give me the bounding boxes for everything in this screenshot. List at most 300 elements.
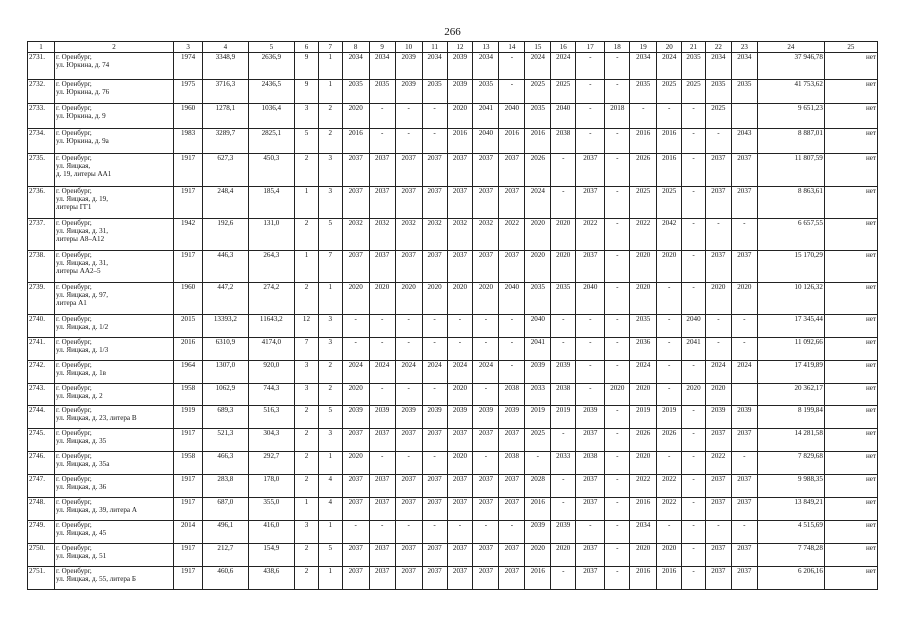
total-area-cell: 3348,9: [203, 53, 248, 80]
table-row: [28, 187, 878, 219]
entrances-cell: 3: [318, 429, 342, 452]
address-line: ул. Яицкая, д. 45: [56, 529, 107, 538]
repair-year-cell: 2025: [682, 80, 706, 104]
repair-year-cell: -: [605, 498, 630, 521]
address-line: г. Оренбург,: [56, 384, 92, 392]
year-cell: 1917: [173, 429, 202, 452]
repair-year-cell: -: [682, 521, 706, 544]
address-line: литеры АА2–5: [56, 267, 101, 276]
floors-cell: 3: [295, 384, 319, 406]
repair-year-cell: 2020: [657, 544, 682, 567]
repair-year-cell: -: [731, 219, 757, 251]
repair-year-cell: 2039: [447, 80, 473, 104]
entrances-cell: 3: [318, 315, 342, 338]
floors-cell: 3: [295, 521, 319, 544]
repair-year-cell: -: [422, 104, 447, 129]
repair-year-cell: 2016: [657, 567, 682, 590]
repair-year-cell: 2034: [630, 521, 657, 544]
repair-year-cell: -: [576, 129, 605, 154]
repair-year-cell: 2035: [630, 80, 657, 104]
repair-year-cell: 2022: [576, 219, 605, 251]
repair-year-cell: 2022: [499, 219, 525, 251]
flag-cell: нет: [824, 361, 877, 384]
living-area-cell: 304,3: [248, 429, 295, 452]
year-cell: 1917: [173, 251, 202, 283]
cost-cell: 8 199,84: [757, 406, 824, 429]
repair-year-cell: 2037: [422, 498, 447, 521]
entrances-cell: 3: [318, 154, 342, 187]
entrances-cell: 2: [318, 384, 342, 406]
repair-year-cell: 2037: [369, 187, 395, 219]
address-cell: [55, 53, 174, 80]
year-cell: 1964: [173, 361, 202, 384]
repair-year-cell: 2024: [551, 53, 576, 80]
floors-cell: 2: [295, 219, 319, 251]
table-row: [28, 452, 878, 475]
entrances-cell: 5: [318, 406, 342, 429]
repair-year-cell: 2018: [605, 104, 630, 129]
repair-year-cell: -: [422, 521, 447, 544]
repair-year-cell: 2037: [731, 187, 757, 219]
year-cell: 2014: [173, 521, 202, 544]
address-line: ул. Яицкая,: [56, 162, 91, 171]
total-area-cell: 3289,7: [203, 129, 248, 154]
repair-year-cell: -: [705, 315, 731, 338]
repair-year-cell: -: [682, 251, 706, 283]
table-row: [28, 361, 878, 384]
repair-year-cell: 2037: [705, 567, 731, 590]
living-area-cell: 450,3: [248, 154, 295, 187]
repair-year-cell: -: [682, 452, 706, 475]
repair-year-cell: 2037: [499, 475, 525, 498]
total-area-cell: 13393,2: [203, 315, 248, 338]
flag-cell: нет: [824, 406, 877, 429]
repair-year-cell: 2037: [731, 544, 757, 567]
address-cell: [55, 251, 174, 283]
column-header: 18: [605, 42, 630, 53]
flag-cell: нет: [824, 384, 877, 406]
year-cell: 1960: [173, 283, 202, 315]
repair-year-cell: 2037: [473, 187, 499, 219]
repair-year-cell: -: [657, 338, 682, 361]
year-cell: 1917: [173, 544, 202, 567]
column-header: 10: [395, 42, 422, 53]
repair-year-cell: -: [605, 452, 630, 475]
table-row: [28, 521, 878, 544]
repair-year-cell: -: [605, 544, 630, 567]
repair-year-cell: 2037: [473, 154, 499, 187]
repair-year-cell: 2020: [551, 251, 576, 283]
living-area-cell: 920,0: [248, 361, 295, 384]
repair-year-cell: 2037: [705, 498, 731, 521]
column-header: 23: [731, 42, 757, 53]
repair-year-cell: 2035: [551, 283, 576, 315]
repair-year-cell: 2037: [731, 567, 757, 590]
address-cell: [55, 219, 174, 251]
repair-year-cell: -: [605, 361, 630, 384]
repair-year-cell: -: [342, 338, 369, 361]
repair-year-cell: 2039: [499, 406, 525, 429]
repair-year-cell: 2025: [525, 80, 551, 104]
repair-year-cell: 2041: [525, 338, 551, 361]
cost-cell: 14 281,58: [757, 429, 824, 452]
table-row: [28, 406, 878, 429]
living-area-cell: 1036,4: [248, 104, 295, 129]
repair-year-cell: -: [705, 129, 731, 154]
address-line: ул. Юркина, д. 74: [56, 61, 110, 70]
repair-year-cell: -: [342, 521, 369, 544]
repair-year-cell: 2034: [705, 53, 731, 80]
cost-cell: 20 362,17: [757, 384, 824, 406]
repair-year-cell: 2019: [551, 406, 576, 429]
address-line: ул. Яицкая, д. 97,: [56, 291, 108, 300]
cost-cell: 6 657,55: [757, 219, 824, 251]
column-header: 11: [422, 42, 447, 53]
year-cell: 1917: [173, 498, 202, 521]
address-cell: [55, 475, 174, 498]
address-cell: [55, 567, 174, 590]
row-number: 2749.: [28, 521, 55, 544]
repair-year-cell: 2033: [551, 452, 576, 475]
repair-year-cell: 2020: [657, 251, 682, 283]
repair-year-cell: 2037: [473, 251, 499, 283]
repair-year-cell: -: [605, 251, 630, 283]
repair-year-cell: 2022: [657, 498, 682, 521]
floors-cell: 2: [295, 406, 319, 429]
table-row: [28, 338, 878, 361]
repair-year-cell: 2037: [395, 429, 422, 452]
repair-year-cell: -: [395, 521, 422, 544]
repair-year-cell: 2020: [630, 544, 657, 567]
table-row: [28, 429, 878, 452]
repair-year-cell: -: [605, 53, 630, 80]
repair-year-cell: -: [499, 338, 525, 361]
total-area-cell: 192,6: [203, 219, 248, 251]
year-cell: 1917: [173, 187, 202, 219]
address-line: г. Оренбург,: [56, 154, 92, 162]
repair-year-cell: 2039: [395, 80, 422, 104]
repair-year-cell: -: [576, 53, 605, 80]
repair-year-cell: 2035: [630, 315, 657, 338]
repair-year-cell: 2037: [705, 187, 731, 219]
repair-year-cell: 2026: [525, 154, 551, 187]
repair-year-cell: 2032: [369, 219, 395, 251]
repair-year-cell: 2040: [682, 315, 706, 338]
repair-year-cell: 2020: [525, 544, 551, 567]
flag-cell: нет: [824, 129, 877, 154]
repair-year-cell: -: [705, 521, 731, 544]
repair-year-cell: 2037: [369, 154, 395, 187]
entrances-cell: 7: [318, 251, 342, 283]
repair-year-cell: 2037: [731, 154, 757, 187]
year-cell: 1983: [173, 129, 202, 154]
table-row: [28, 567, 878, 590]
address-line: ул. Яицкая, д. 1/2: [56, 323, 109, 332]
flag-cell: нет: [824, 498, 877, 521]
address-line: г. Оренбург,: [56, 567, 92, 575]
total-area-cell: 496,1: [203, 521, 248, 544]
repair-year-cell: 2039: [576, 406, 605, 429]
repair-year-cell: 2037: [447, 429, 473, 452]
total-area-cell: 460,6: [203, 567, 248, 590]
floors-cell: 3: [295, 361, 319, 384]
total-area-cell: 3716,3: [203, 80, 248, 104]
flag-cell: нет: [824, 283, 877, 315]
column-header: 7: [318, 42, 342, 53]
repair-year-cell: 2039: [395, 53, 422, 80]
total-area-cell: 248,4: [203, 187, 248, 219]
repair-year-cell: 2037: [342, 429, 369, 452]
floors-cell: 2: [295, 567, 319, 590]
repair-year-cell: 2037: [422, 154, 447, 187]
repair-year-cell: -: [682, 544, 706, 567]
table-row: [28, 544, 878, 567]
column-header: 4: [203, 42, 248, 53]
address-cell: [55, 129, 174, 154]
column-header: 20: [657, 42, 682, 53]
row-number: 2733.: [28, 104, 55, 129]
table-row: [28, 384, 878, 406]
repair-year-cell: 2037: [576, 544, 605, 567]
repair-year-cell: 2016: [525, 129, 551, 154]
address-cell: [55, 338, 174, 361]
repair-year-cell: 2040: [525, 315, 551, 338]
entrances-cell: 1: [318, 521, 342, 544]
repair-year-cell: -: [551, 475, 576, 498]
address-line: г. Оренбург,: [56, 498, 92, 506]
repair-year-cell: 2019: [657, 406, 682, 429]
flag-cell: нет: [824, 567, 877, 590]
floors-cell: 3: [295, 104, 319, 129]
repair-year-cell: 2020: [630, 283, 657, 315]
repair-year-cell: 2016: [630, 567, 657, 590]
table-row: [28, 475, 878, 498]
repair-year-cell: 2016: [342, 129, 369, 154]
repair-year-cell: 2024: [657, 53, 682, 80]
address-line: ул. Яицкая, д. 31,: [56, 227, 108, 236]
address-line: г. Оренбург,: [56, 475, 92, 483]
repair-year-cell: 2020: [731, 283, 757, 315]
address-cell: [55, 406, 174, 429]
year-cell: 1917: [173, 567, 202, 590]
repair-year-cell: -: [682, 429, 706, 452]
cost-cell: 11 092,66: [757, 338, 824, 361]
floors-cell: 2: [295, 154, 319, 187]
row-number: 2742.: [28, 361, 55, 384]
flag-cell: нет: [824, 80, 877, 104]
repair-year-cell: 2020: [551, 219, 576, 251]
repair-year-cell: 2037: [473, 498, 499, 521]
repair-year-cell: -: [605, 521, 630, 544]
repair-year-cell: 2039: [525, 521, 551, 544]
repair-year-cell: -: [657, 384, 682, 406]
repair-year-cell: 2020: [705, 384, 731, 406]
column-header: 3: [173, 42, 202, 53]
repair-year-cell: -: [473, 384, 499, 406]
repair-year-cell: 2037: [395, 154, 422, 187]
address-line: ул. Яицкая, д. 36: [56, 483, 107, 492]
repair-year-cell: 2039: [551, 361, 576, 384]
repair-year-cell: 2020: [342, 452, 369, 475]
repair-year-cell: 2024: [422, 361, 447, 384]
repair-year-cell: 2020: [630, 384, 657, 406]
repair-year-cell: 2037: [369, 567, 395, 590]
living-area-cell: 416,0: [248, 521, 295, 544]
repair-year-cell: 2037: [447, 251, 473, 283]
floors-cell: 2: [295, 452, 319, 475]
total-area-cell: 6310,9: [203, 338, 248, 361]
total-area-cell: 627,3: [203, 154, 248, 187]
repair-year-cell: 2024: [705, 361, 731, 384]
repair-year-cell: -: [605, 567, 630, 590]
address-cell: [55, 154, 174, 187]
total-area-cell: 447,2: [203, 283, 248, 315]
row-number: 2743.: [28, 384, 55, 406]
repair-year-cell: 2037: [395, 251, 422, 283]
repair-year-cell: 2020: [342, 283, 369, 315]
entrances-cell: 4: [318, 498, 342, 521]
repair-year-cell: -: [731, 338, 757, 361]
address-line: ул. Яицкая, д. 31,: [56, 259, 108, 268]
repair-year-cell: -: [551, 154, 576, 187]
year-cell: 1960: [173, 104, 202, 129]
repair-year-cell: -: [551, 187, 576, 219]
year-cell: 1919: [173, 406, 202, 429]
address-line: д. 19, литеры АА1: [56, 170, 112, 179]
repair-year-cell: -: [447, 521, 473, 544]
entrances-cell: 2: [318, 104, 342, 129]
address-line: ул. Яицкая, д. 35: [56, 437, 107, 446]
row-number: 2735.: [28, 154, 55, 187]
repair-year-cell: -: [499, 361, 525, 384]
repair-year-cell: 2035: [525, 283, 551, 315]
repair-year-cell: -: [551, 498, 576, 521]
repair-year-cell: -: [605, 406, 630, 429]
cost-cell: 8 887,01: [757, 129, 824, 154]
repair-year-cell: -: [447, 338, 473, 361]
repair-year-cell: 2019: [525, 406, 551, 429]
repair-year-cell: 2037: [342, 475, 369, 498]
repair-year-cell: 2037: [395, 498, 422, 521]
column-header: 14: [499, 42, 525, 53]
table-row: [28, 154, 878, 187]
cost-cell: 10 126,32: [757, 283, 824, 315]
total-area-cell: 1062,9: [203, 384, 248, 406]
address-cell: [55, 452, 174, 475]
repair-year-cell: 2039: [473, 406, 499, 429]
repair-year-cell: -: [525, 452, 551, 475]
repair-year-cell: 2020: [342, 104, 369, 129]
repair-year-cell: -: [605, 475, 630, 498]
column-header: 16: [551, 42, 576, 53]
living-area-cell: 2436,5: [248, 80, 295, 104]
row-number: 2740.: [28, 315, 55, 338]
address-line: г. Оренбург,: [56, 283, 92, 291]
repair-year-cell: 2016: [657, 129, 682, 154]
year-cell: 1975: [173, 80, 202, 104]
repair-year-cell: 2037: [342, 187, 369, 219]
repair-year-cell: -: [576, 315, 605, 338]
repair-year-cell: -: [369, 315, 395, 338]
repair-year-cell: 2022: [630, 475, 657, 498]
column-number-row: [28, 42, 878, 53]
column-header: 13: [473, 42, 499, 53]
year-cell: 1958: [173, 452, 202, 475]
living-area-cell: 2825,1: [248, 129, 295, 154]
column-header: 21: [682, 42, 706, 53]
repair-year-cell: -: [395, 315, 422, 338]
repair-year-cell: -: [731, 452, 757, 475]
flag-cell: нет: [824, 452, 877, 475]
repair-year-cell: 2024: [395, 361, 422, 384]
repair-year-cell: -: [605, 187, 630, 219]
repair-year-cell: -: [369, 338, 395, 361]
address-cell: [55, 104, 174, 129]
repair-year-cell: 2039: [395, 406, 422, 429]
living-area-cell: 516,3: [248, 406, 295, 429]
repair-year-cell: 2024: [525, 53, 551, 80]
repair-year-cell: 2020: [682, 384, 706, 406]
repair-year-cell: 2016: [447, 129, 473, 154]
address-line: ул. Яицкая, д. 2: [56, 392, 103, 401]
flag-cell: нет: [824, 187, 877, 219]
repair-year-cell: 2037: [576, 498, 605, 521]
entrances-cell: 2: [318, 129, 342, 154]
repair-year-cell: 2040: [499, 283, 525, 315]
repair-year-cell: 2040: [473, 129, 499, 154]
flag-cell: нет: [824, 521, 877, 544]
living-area-cell: 292,7: [248, 452, 295, 475]
table-row: [28, 219, 878, 251]
row-number: 2745.: [28, 429, 55, 452]
address-line: ул. Яицкая, д. 19,: [56, 195, 108, 204]
address-cell: [55, 544, 174, 567]
repair-year-cell: 2036: [630, 338, 657, 361]
repair-year-cell: 2025: [525, 429, 551, 452]
living-area-cell: 438,6: [248, 567, 295, 590]
cost-cell: 13 849,21: [757, 498, 824, 521]
repair-year-cell: -: [551, 338, 576, 361]
repair-year-cell: 2034: [369, 53, 395, 80]
row-number: 2741.: [28, 338, 55, 361]
repair-year-cell: 2037: [422, 544, 447, 567]
table-row: [28, 129, 878, 154]
address-line: г. Оренбург,: [56, 406, 92, 414]
repair-year-cell: 2022: [657, 475, 682, 498]
repair-year-cell: -: [657, 452, 682, 475]
repair-year-cell: 2032: [395, 219, 422, 251]
repair-year-cell: 2024: [731, 361, 757, 384]
repair-year-cell: 2022: [705, 452, 731, 475]
repair-year-cell: -: [395, 384, 422, 406]
repair-year-cell: -: [576, 384, 605, 406]
address-line: ул. Юркина, д. 9а: [56, 137, 109, 146]
total-area-cell: 689,3: [203, 406, 248, 429]
repair-year-cell: 2037: [447, 475, 473, 498]
repair-year-cell: -: [657, 315, 682, 338]
repair-year-cell: -: [682, 498, 706, 521]
living-area-cell: 355,0: [248, 498, 295, 521]
repair-year-cell: -: [369, 452, 395, 475]
floors-cell: 2: [295, 429, 319, 452]
address-line: г. Оренбург,: [56, 361, 92, 369]
repair-year-cell: 2034: [422, 53, 447, 80]
repair-year-cell: -: [369, 129, 395, 154]
repair-year-cell: 2024: [342, 361, 369, 384]
table-row: [28, 80, 878, 104]
repair-year-cell: -: [473, 315, 499, 338]
repair-year-cell: -: [657, 361, 682, 384]
